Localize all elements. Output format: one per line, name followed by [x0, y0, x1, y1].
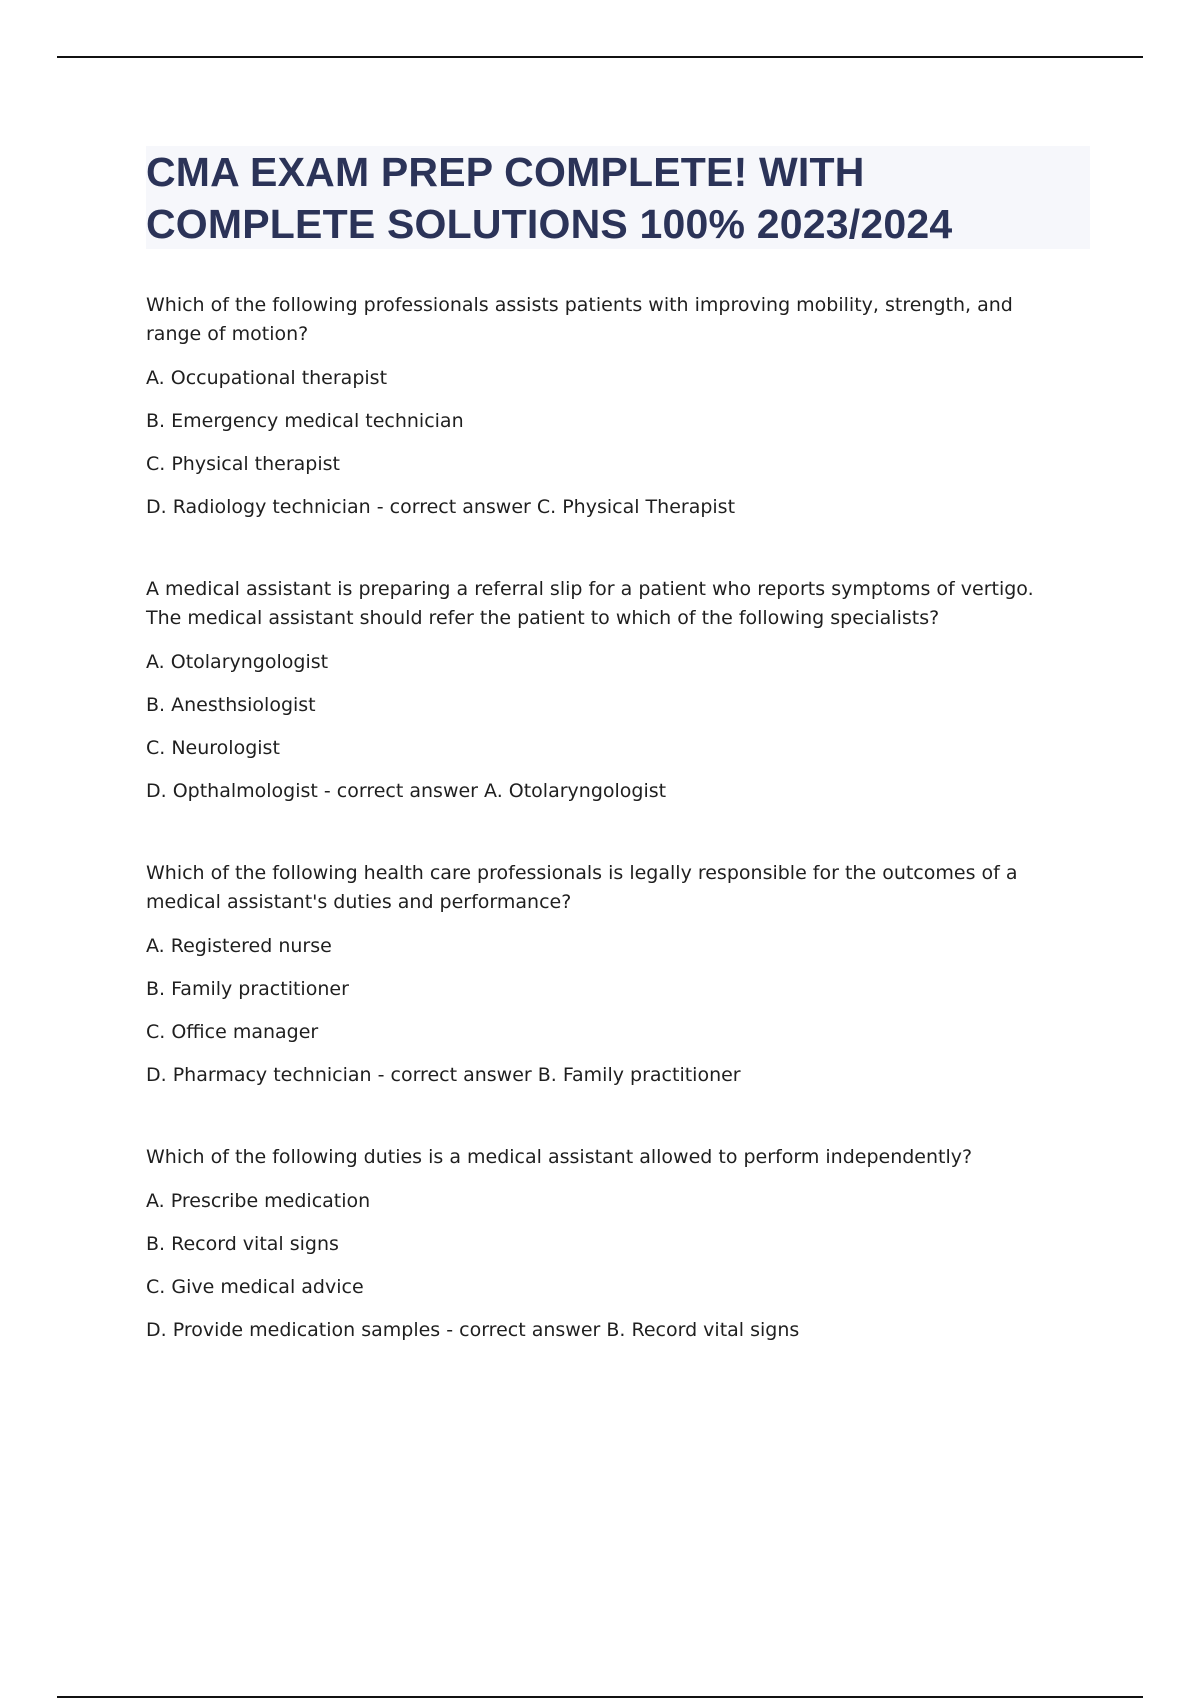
question-text: Which of the following health care professionals is legally responsible for the outcomes of a medical assistant's duties and performance?: [146, 862, 1018, 913]
option-d-with-answer: D. Provide medication samples - correct answer B. Record vital signs: [146, 1319, 800, 1341]
option-d-with-answer: D. Radiology technician - correct answer C. Physical Therapist: [146, 496, 736, 518]
option-d-with-answer: D. Pharmacy technician - correct answer B. Family practitioner: [146, 1064, 741, 1086]
option-c: C. Give medical advice: [146, 1276, 364, 1298]
document-title: [146, 146, 1090, 250]
question-text: A medical assistant is preparing a referral slip for a patient who reports symptoms of vertigo. The medical assistant should refer the patient to which of the following specialists?: [146, 578, 1034, 629]
option-b: B. Emergency medical technician: [146, 410, 464, 432]
option-a: A. Registered nurse: [146, 935, 332, 957]
question-3: [146, 859, 1066, 1087]
title-line-1: CMA EXAM PREP COMPLETE! WITH: [146, 149, 865, 195]
top-rule: [57, 56, 1143, 58]
option-c: C. Physical therapist: [146, 453, 340, 475]
question-text: Which of the following duties is a medical assistant allowed to perform independently?: [146, 1146, 973, 1168]
option-a: A. Prescribe medication: [146, 1190, 371, 1212]
question-1: [146, 291, 1066, 519]
option-a: A. Otolaryngologist: [146, 651, 329, 673]
title-line-2: COMPLETE SOLUTIONS 100% 2023/2024: [146, 201, 953, 247]
question-2: [146, 575, 1066, 803]
question-4: [146, 1143, 1066, 1342]
option-b: B. Record vital signs: [146, 1233, 339, 1255]
option-c: C. Neurologist: [146, 737, 280, 759]
option-a: A. Occupational therapist: [146, 367, 388, 389]
option-b: B. Anesthsiologist: [146, 694, 316, 716]
option-c: C. Office manager: [146, 1021, 319, 1043]
option-b: B. Family practitioner: [146, 978, 349, 1000]
title-block: [146, 146, 1090, 249]
document-body: [146, 146, 1090, 1342]
option-d-with-answer: D. Opthalmologist - correct answer A. Otolaryngologist: [146, 780, 667, 802]
question-text: Which of the following professionals assists patients with improving mobility, strength, and range of motion?: [146, 294, 1013, 345]
bottom-rule: [57, 1696, 1143, 1698]
